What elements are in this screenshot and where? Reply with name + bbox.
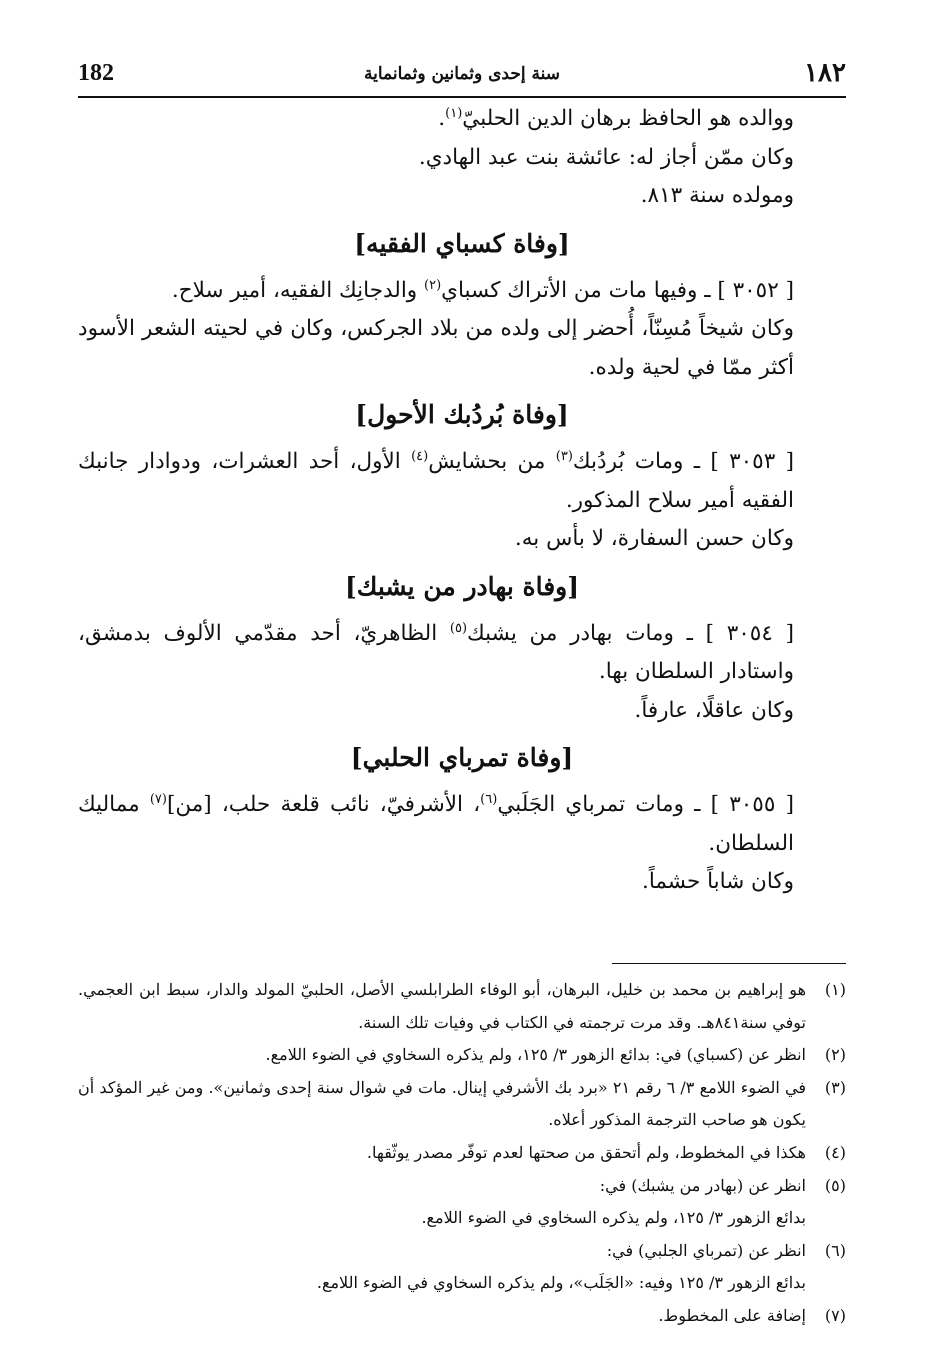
footnote-text: إضافة على المخطوط. (658, 1305, 806, 1325)
text-run: ووالده هو الحافظ برهان الدين الحلبيّ (462, 106, 794, 131)
page-number-latin: 182 (78, 60, 114, 86)
footnote-ref[interactable]: (٥) (449, 620, 468, 636)
paragraph (78, 100, 846, 139)
footnote-number: (٥) (824, 1175, 846, 1195)
footnote-number (806, 1202, 846, 1235)
paragraph: وكان شاباً حشماً. (641, 869, 794, 894)
footnote-item (78, 1072, 846, 1137)
footnotes (78, 974, 846, 1333)
paragraph: وكان حسن السفارة، لا بأس به. (514, 526, 794, 551)
footnote-number: (٢) (824, 1045, 846, 1065)
text-run: الظاهريّ، أحد مقدّمي الألوف بدمشق، واستادار السلطان بها. (78, 620, 794, 684)
footnote-item (78, 1137, 846, 1170)
running-title: سنة إحدى وثمانين وثمانماية (364, 64, 560, 84)
footnote-item (78, 974, 846, 1039)
footnote-number (806, 1267, 846, 1300)
footnote-ref[interactable]: (١) (445, 105, 463, 121)
footnote-text: انظر عن (كسباي) في: بدائع الزهور ٣/ ١٢٥، ولم يذكره السخاوي في الضوء اللامع. (265, 1045, 806, 1065)
text-run: ، الأشرفيّ، نائب قلعة حلب، [من] (166, 792, 481, 817)
paragraph: وكان عاقلًا، عارفاً. (634, 697, 794, 723)
footnote-number: (٦) (824, 1240, 846, 1260)
footnote-continuation (78, 1267, 846, 1300)
footnote-number: (٣) (824, 1077, 846, 1097)
text-run: [ ٣٠٥٥ ] ـ ومات تمرباي الجَلَبي (497, 792, 794, 817)
text-run: مماليك السلطان. (78, 792, 794, 856)
text-run: [ ٣٠٥٢ ] ـ وفيها مات من الأتراك كسباي (441, 277, 794, 303)
text-run: [ ٣٠٥٤ ] ـ ومات بهادر من يشبك (467, 620, 794, 646)
page-number-arabic: ١٨٢ (804, 58, 846, 88)
section-heading: [وفاة تمرباي الحلبي] (350, 743, 574, 772)
text-run: والدجانِك الفقيه، أمير سلاح. (171, 277, 425, 303)
footnote-ref[interactable]: (٧) (149, 791, 167, 807)
footnote-item (78, 1170, 846, 1203)
footnote-number: (٤) (824, 1142, 846, 1162)
text-run: . (438, 106, 446, 131)
text-run: من بحشايش (428, 449, 556, 474)
section-heading: [وفاة كسباي الفقيه] (354, 228, 570, 258)
footnote-text: في الضوء اللامع ٣/ ٦ رقم ٢١ «برد بك الأشرفي إينال. مات في شوال سنة إحدى وثمانين». ومن غير المؤكد أن يكون هو صاحب الترجمة المذكور أعلاه. (78, 1077, 806, 1130)
entry-3055 (78, 786, 846, 863)
text-run: [ ٣٠٥٣ ] ـ ومات بُردُبك (572, 449, 794, 474)
footnote-item (78, 1300, 846, 1333)
footnote-text: بدائع الزهور ٣/ ١٢٥، ولم يذكره السخاوي في الضوء اللامع. (421, 1208, 806, 1228)
entry-3054 (78, 615, 846, 692)
entry-3052 (78, 272, 846, 311)
text-run: الأول، أحد العشرات، ودوادار جانبك الفقيه أمير سلاح المذكور. (78, 449, 794, 513)
footnote-ref[interactable]: (٦) (480, 791, 498, 807)
footnote-item (78, 1039, 846, 1072)
section-heading: [وفاة بُردُبك الأحول] (355, 400, 569, 429)
footnote-ref[interactable]: (٤) (411, 448, 429, 464)
footnote-number: (١) (824, 980, 846, 999)
footnote-item (78, 1235, 846, 1268)
main-text (78, 100, 846, 902)
footnote-text: هكذا في المخطوط، ولم أتحقق من صحتها لعدم توفّر مصدر يوثّقها. (366, 1142, 806, 1162)
paragraph: وكان شيخاً مُسِنّاً، أُحضر إلى ولده من بلاد الجركس، وكان في لحيته الشعر الأسود أكثر ممّا في لحية ولده. (78, 316, 794, 380)
footnote-ref[interactable]: (٣) (555, 448, 573, 464)
footnote-rule (612, 963, 846, 964)
header-rule (78, 96, 846, 98)
footnote-ref[interactable]: (٢) (424, 277, 442, 293)
entry-3053 (78, 443, 846, 520)
footnote-text: انظر عن (بهادر من يشبك) في: (599, 1175, 806, 1195)
footnote-text: انظر عن (تمرباي الجلبي) في: (606, 1240, 806, 1260)
footnote-text: بدائع الزهور ٣/ ١٢٥ وفيه: «الجَلَب»، ولم يذكره السخاوي في الضوء اللامع. (316, 1273, 806, 1293)
footnote-continuation (78, 1202, 846, 1235)
page-header (78, 58, 846, 94)
footnote-text: هو إبراهيم بن محمد بن خليل، البرهان، أبو الوفاء الطرابلسي الأصل، الحلبيّ المولد والدار، سبط ابن العجمي. توفي سنة٨٤١هـ. وقد مرت ترجمته في الكتاب في وفيات تلك السنة. (78, 980, 806, 1032)
paragraph: وكان ممّن أجاز له: عائشة بنت عبد الهادي. (418, 144, 794, 170)
footnote-number: (٧) (824, 1305, 846, 1325)
section-heading: [وفاة بهادر من يشبك] (344, 571, 580, 601)
paragraph: ومولده سنة ٨١٣. (640, 183, 794, 208)
